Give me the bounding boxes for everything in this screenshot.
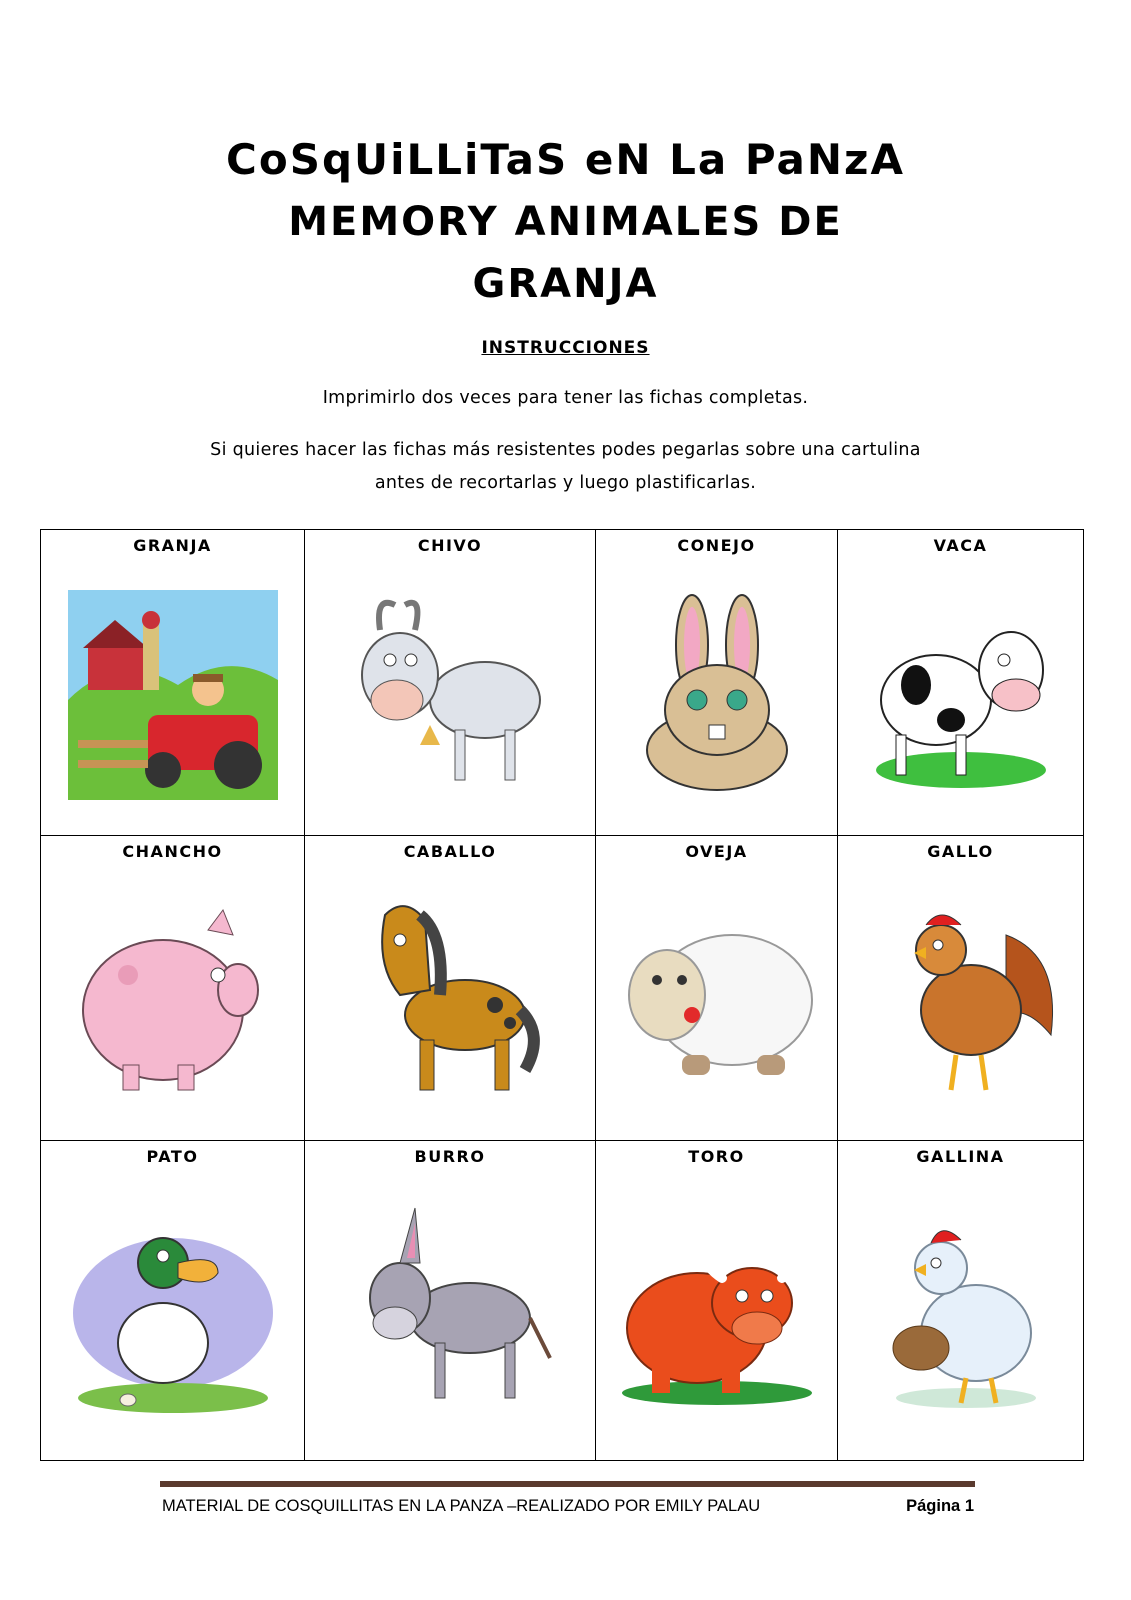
pig-icon [41, 870, 304, 1130]
sheep-icon [596, 870, 837, 1130]
card-label: OVEJA [685, 842, 748, 861]
footer-rule [160, 1481, 975, 1487]
page-number [906, 1497, 974, 1516]
rabbit-icon [596, 564, 837, 825]
card-oveja [596, 836, 838, 1141]
card-pato [41, 1141, 305, 1461]
footer-credit: MATERIAL DE COSQUILLITAS EN LA PANZA –REALIZADO POR EMILY PALAU [162, 1497, 761, 1515]
card-burro [305, 1141, 596, 1461]
goat-icon [305, 564, 595, 825]
page-word: Página [906, 1497, 961, 1515]
page-num: 1 [964, 1497, 974, 1515]
card-caballo [305, 836, 596, 1141]
memory-card-grid [40, 529, 1084, 1461]
duck-icon [41, 1175, 304, 1450]
page-title: CoSqUiLLiTaS eN La PaNzA [226, 135, 905, 184]
donkey-icon [305, 1175, 595, 1450]
hen-icon [838, 1175, 1083, 1450]
card-label: CHIVO [417, 536, 483, 555]
page-footer [162, 1497, 974, 1516]
card-chivo [305, 530, 596, 836]
rooster-icon [838, 870, 1083, 1130]
instructions-heading: INSTRUCCIONES [481, 338, 650, 358]
farm-icon [41, 564, 304, 825]
card-toro [596, 1141, 838, 1461]
card-label: GRANJA [133, 536, 212, 555]
card-label: BURRO [414, 1147, 486, 1166]
bull-icon [596, 1175, 837, 1450]
horse-icon [305, 870, 595, 1130]
instruction-paragraph-1: Imprimirlo dos veces para tener las fichas completas. [322, 388, 809, 408]
card-label: PATO [146, 1147, 199, 1166]
page-subtitle-2: GRANJA [472, 261, 659, 307]
instruction-paragraph-2a: Si quieres hacer las fichas más resistentes podes pegarlas sobre una cartulina [210, 440, 921, 460]
card-gallo [838, 836, 1084, 1141]
card-conejo [596, 530, 838, 836]
card-vaca [838, 530, 1084, 836]
card-label: CABALLO [403, 842, 497, 861]
card-label: GALLINA [916, 1147, 1005, 1166]
card-granja [41, 530, 305, 836]
page-subtitle: MEMORY ANIMALES DE [288, 199, 843, 245]
cow-icon [838, 564, 1083, 825]
card-gallina [838, 1141, 1084, 1461]
instruction-paragraph-2b: antes de recortarlas y luego plastificarlas. [374, 473, 757, 493]
card-label: CONEJO [677, 536, 756, 555]
card-label: VACA [933, 536, 988, 555]
card-label: CHANCHO [122, 842, 223, 861]
card-label: TORO [688, 1147, 745, 1166]
card-label: GALLO [927, 842, 994, 861]
card-chancho [41, 836, 305, 1141]
